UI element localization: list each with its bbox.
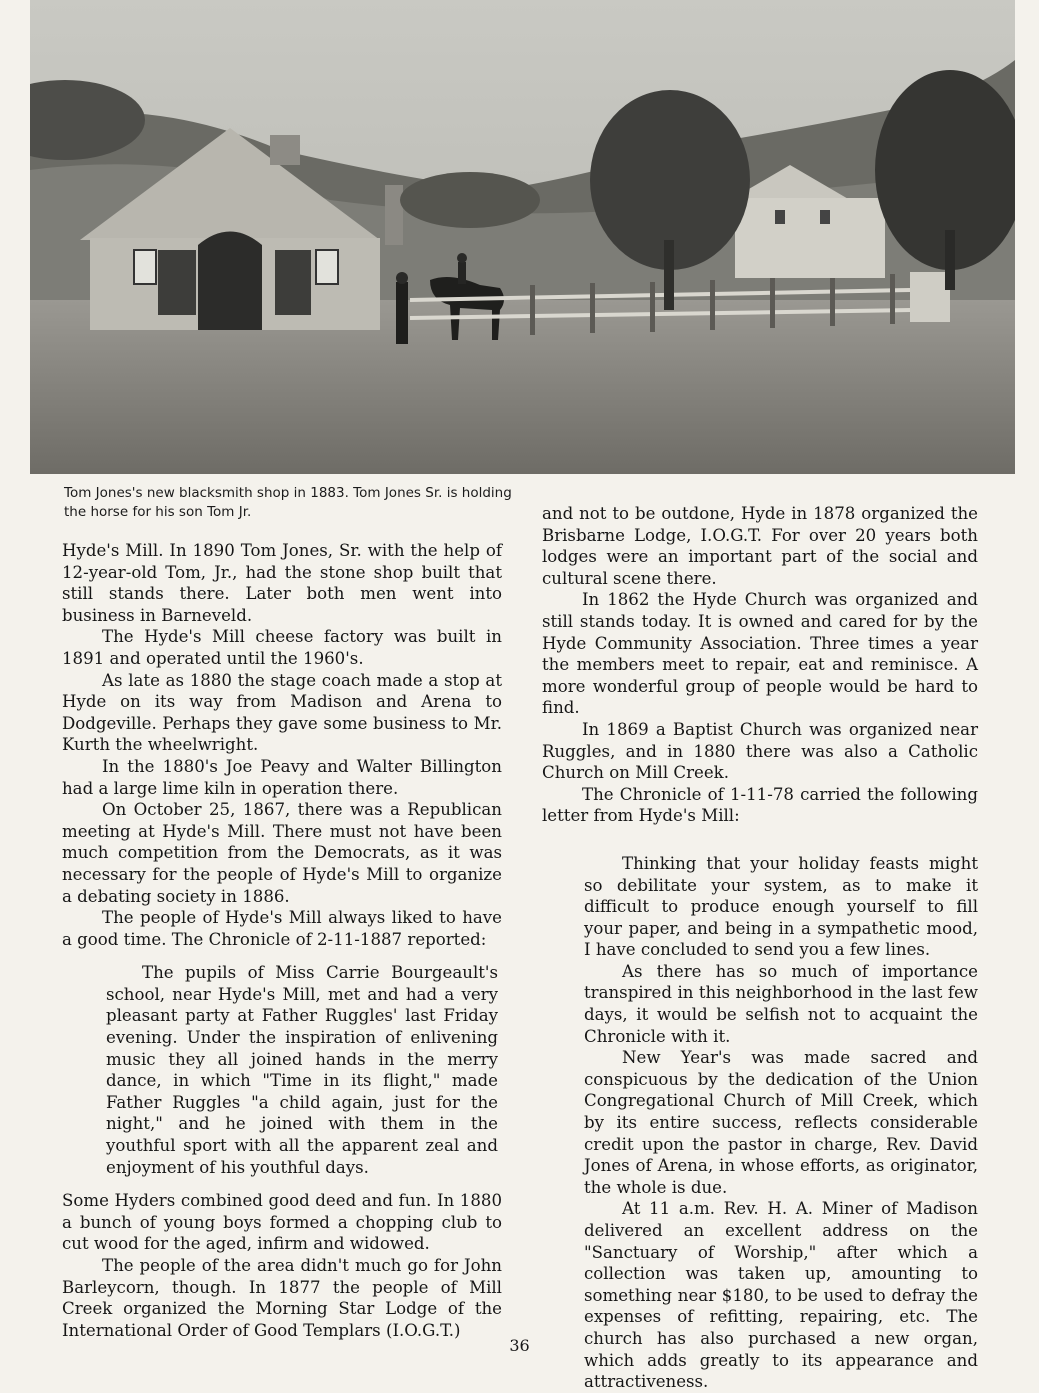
paragraph: As late as 1880 the stage coach made a stop at Hyde on its way from Madison and Arena to Dodgeville. Perhaps they gave some business to Mr. Kurth the wheelwright. (62, 670, 502, 755)
letter-paragraph: At 11 a.m. Rev. H. A. Miner of Madison delivered an excellent address on the "Sanctuary of Worship," after which a collection was taken up, amounting to something near $180, to be used to defray the expenses of refitting, repairing, etc. The church has also purchased a new organ, which adds greatly to its appearance and attractiveness. (584, 1199, 978, 1392)
block-quote (106, 962, 498, 1178)
paragraph: On October 25, 1867, there was a Republican meeting at Hyde's Mill. There must not have been much competition from the Democrats, as it was necessary for the people of Hyde's Mill to organize a debating society in 1886. (62, 800, 502, 906)
paragraph: The Hyde's Mill cheese factory was built in 1891 and operated until the 1960's. (62, 627, 502, 668)
paragraph: The people of the area didn't much go for John Barleycorn, though. In 1877 the people of Mill Creek organized the Morning Star Lodge of the International Order of Good Templars (I.O.G.T.) (62, 1256, 502, 1340)
paragraph: In the 1880's Joe Peavy and Walter Billington had a large lime kiln in operation there. (62, 756, 502, 798)
quoted-letter (584, 853, 978, 1393)
blacksmith-shop-photo (30, 0, 1015, 474)
paragraph: Hyde's Mill. In 1890 Tom Jones, Sr. with the help of 12-year-old Tom, Jr., had the stone shop built that still stands there. Later both men went into business in Barneveld. (62, 541, 502, 625)
paragraph: and not to be outdone, Hyde in 1878 organized the Brisbarne Lodge, I.O.G.T. For over 20 years both lodges were an important part of the social and cultural scene there. (542, 504, 978, 588)
paragraph: The Chronicle of 1-11-78 carried the following letter from Hyde's Mill: (542, 784, 978, 826)
left-column (62, 540, 502, 1341)
letter-paragraph: Thinking that your holiday feasts might so debilitate your system, as to make it difficult to produce enough yourself to fill your paper, and being in a sympathetic mood, I have concluded to send you a few lines. (584, 853, 978, 960)
page-number: 36 (509, 1336, 530, 1355)
paragraph: The people of Hyde's Mill always liked to have a good time. The Chronicle of 2-11-1887 reported: (62, 908, 502, 949)
quote-text: The pupils of Miss Carrie Bourgeault's school, near Hyde's Mill, met and had a very pleasant party at Father Ruggles' last Friday evening. Under the inspiration of enlivening music they all joined hands in the merry dance, in which "Time in its flight," made Father Ruggles "a child again, just for the night," and he joined with them in the youthful sport with all the apparent zeal and enjoyment of his youthful days. (106, 963, 498, 1177)
paragraph: In 1862 the Hyde Church was organized and still stands today. It is owned and cared for by the Hyde Community Association. Three times a year the members meet to repair, eat and reminisce. A more wonderful group of people would be hard to find. (542, 590, 978, 718)
photo-caption: Tom Jones's new blacksmith shop in 1883. Tom Jones Sr. is holding the horse for his son Tom Jr. (64, 485, 512, 520)
paragraph: Some Hyders combined good deed and fun. In 1880 a bunch of young boys formed a chopping club to cut wood for the aged, infirm and widowed. (62, 1191, 502, 1254)
letter-paragraph: New Year's was made sacred and conspicuous by the dedication of the Union Congregational Church of Mill Creek, which by its entire success, reflects considerable credit upon the pastor in charge, Rev. David Jones of Arena, in whose efforts, as originator, the whole is due. (584, 1048, 978, 1197)
right-column (542, 503, 978, 1393)
letter-paragraph: As there has so much of importance transpired in this neighborhood in the last few days, it would be selfish not to acquaint the Chronicle with it. (584, 961, 978, 1046)
paragraph: In 1869 a Baptist Church was organized near Ruggles, and in 1880 there was also a Catholic Church on Mill Creek. (542, 719, 978, 783)
